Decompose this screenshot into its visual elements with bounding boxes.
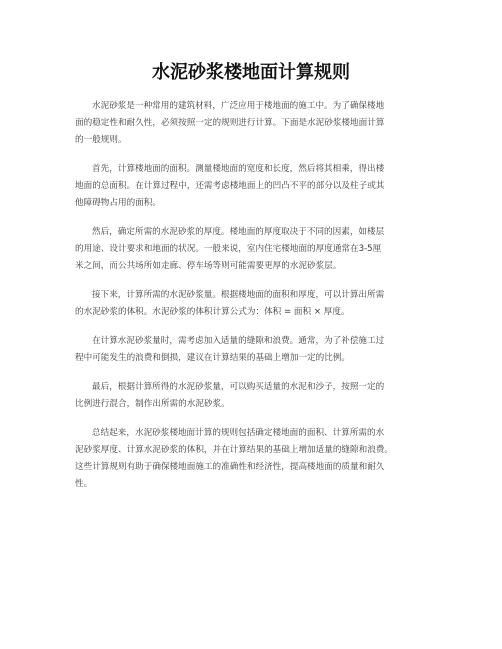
document-title: 水泥砂浆楼地面计算规则 xyxy=(152,62,350,83)
paragraph-line: 这些计算规则有助于确保楼地面施工的准确性和经济性，提高楼地面的质量和耐久 xyxy=(75,462,385,472)
paragraph-intro xyxy=(75,98,435,149)
paragraph-line: 的一般规则。 xyxy=(75,135,127,145)
paragraph-waste xyxy=(75,333,435,367)
paragraph-mixing xyxy=(75,379,435,413)
paragraph-summary xyxy=(75,425,435,493)
paragraph-line: 然后，确定所需的水泥砂浆的厚度。楼地面的厚度取决于不同的因素，如楼层 xyxy=(92,227,385,237)
paragraph-line: 他障碍物占用的面积。 xyxy=(75,198,161,208)
paragraph-line: 米之间，而公共场所如走廊、停车场等则可能需要更厚的水泥砂浆层。 xyxy=(75,261,342,271)
paragraph-line: 最后，根据计算所得的水泥砂浆量，可以购买适量的水泥和沙子，按照一定的 xyxy=(92,382,385,392)
paragraph-line: 的用途、设计要求和地面的状况。一般来说，室内住宅楼地面的厚度通常在3-5厘 xyxy=(75,244,382,254)
paragraph-line: 程中可能发生的浪费和倒损，建议在计算结果的基础上增加一定的比例。 xyxy=(75,353,351,363)
document-body xyxy=(75,98,435,505)
paragraph-line: 接下来，计算所需的水泥砂浆量。根据楼地面的面积和厚度，可以计算出所需 xyxy=(92,290,385,300)
paragraph-line: 首先，计算楼地面的面积。测量楼地面的宽度和长度，然后将其相乘，得出楼 xyxy=(92,164,385,174)
paragraph-volume xyxy=(75,287,435,321)
paragraph-line: 性。 xyxy=(75,479,93,489)
paragraph-area xyxy=(75,161,435,212)
paragraph-line: 在计算水泥砂浆量时，需考虑加入适量的缝隙和浪费。通常，为了补偿施工过 xyxy=(92,336,385,346)
paragraph-line: 水泥砂浆是一种常用的建筑材料，广泛应用于楼地面的施工中。为了确保楼地 xyxy=(92,101,385,111)
paragraph-line: 面的稳定性和耐久性，必须按照一定的规则进行计算。下面是水泥砂浆楼地面计算 xyxy=(75,118,385,128)
paragraph-line: 地面的总面积。在计算过程中，还需考虑楼地面上的凹凸不平的部分以及柱子或其 xyxy=(75,181,385,191)
paragraph-line: 比例进行混合，制作出所需的水泥砂浆。 xyxy=(75,399,230,409)
paragraph-line: 的水泥砂浆的体积。水泥砂浆的体积计算公式为：体积 = 面积 × 厚度。 xyxy=(75,307,350,317)
paragraph-line: 总结起来，水泥砂浆楼地面计算的规则包括确定楼地面的面积、计算所需的水 xyxy=(92,428,385,438)
paragraph-line: 泥砂浆厚度、计算水泥砂浆的体积，并在计算结果的基础上增加适量的缝隙和浪费。 xyxy=(75,445,393,455)
paragraph-thickness xyxy=(75,224,435,275)
